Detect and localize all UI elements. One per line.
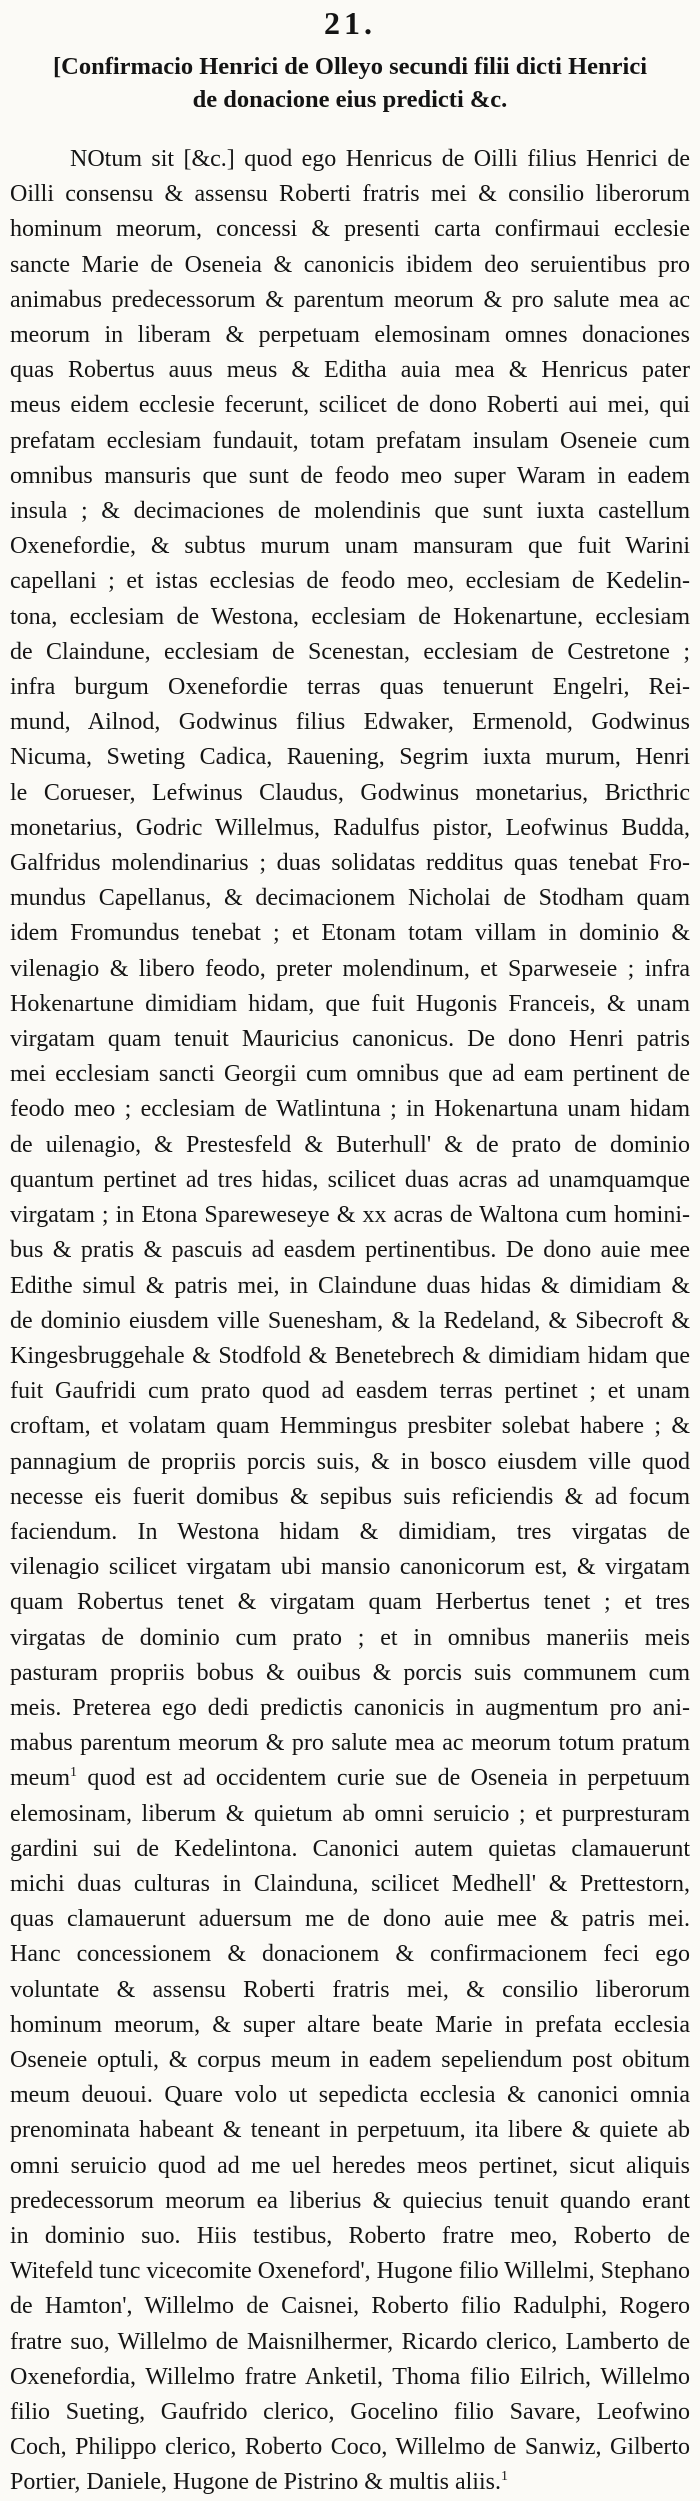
body-line: quas clamauerunt aduersum me de dono auie mee & patris mei. <box>10 1906 690 1933</box>
body-line: idem Fromundus tenebat ; et Etonam totam villam in dominio & <box>10 920 690 947</box>
body-line: Hokenartune dimidiam hidam, que fuit Hugonis Franceis, & unam <box>10 990 690 1017</box>
body-line: voluntate & assensu Roberti fratris mei, & consilio liberorum <box>10 1976 690 2003</box>
body-line: fuit Gaufridi cum prato quod ad easdem terras pertinet ; et unam <box>10 1378 690 1405</box>
body-line: Witefeld tunc vicecomite Oxeneford', Hugone filio Willelmi, Stephano <box>10 2258 690 2285</box>
body-line: feodo meo ; ecclesiam de Watlintuna ; in Hokenartuna unam hidam <box>10 1096 690 1123</box>
body-line: virgatam ; in Etona Spareweseye & xx acras de Waltona cum homini- <box>10 1202 690 1229</box>
body-line: mundus Capellanus, & decimacionem Nicholai de Stodham quam <box>10 885 690 912</box>
body-line: Edithe simul & patris mei, in Claindune duas hidas & dimidiam & <box>10 1272 690 1299</box>
body-line: Nicuma, Sweting Cadica, Rauening, Segrim iuxta murum, Henri <box>10 744 690 771</box>
body-line: animabus predecessorum & parentum meorum & pro salute mea ac <box>10 286 690 313</box>
body-line: vilenagio scilicet virgatam ubi mansio canonicorum est, & virgatam <box>10 1554 690 1581</box>
body-line: meum deuoui. Quare volo ut sepedicta ecclesia & canonici omnia <box>10 2082 690 2109</box>
page-number: 21. <box>324 5 376 41</box>
body-line: meus eidem ecclesie fecerunt, scilicet de dono Roberti aui mei, qui <box>10 392 690 419</box>
body-line: prefatam ecclesiam fundauit, totam prefatam insulam Oseneie cum <box>10 427 690 454</box>
body-line: Coch, Philippo clerico, Roberto Coco, Willelmo de Sanwiz, Gilberto <box>10 2434 690 2461</box>
body-line: vilenagio & libero feodo, preter molendinum, et Sparweseie ; infra <box>10 955 690 982</box>
body-line: mei ecclesiam sancti Georgii cum omnibus que ad eam pertinent de <box>10 1061 690 1088</box>
body-line <box>10 1761 690 1796</box>
body-line: Oilli consensu & assensu Roberti fratris mei & consilio liberorum <box>10 181 690 208</box>
body-line: Hanc concessionem & donacionem & confirmacionem feci ego <box>10 1941 690 1968</box>
body-line: pasturam propriis bobus & ouibus & porcis suis communem cum <box>10 1659 690 1686</box>
body-line: mund, Ailnod, Godwinus filius Edwaker, Ermenold, Godwinus <box>10 709 690 736</box>
body-line: elemosinam, liberum & quietum ab omni seruicio ; et purpresturam <box>10 1800 690 1827</box>
heading-line: de donacione eius predicti &c. <box>192 86 508 113</box>
body-line: virgatas de dominio cum prato ; et in omnibus maneriis meis <box>10 1624 690 1651</box>
body-text-segment: quod est ad occidentem curie sue de Oseneia in perpetuum <box>77 1765 690 1792</box>
body-line: omni seruicio quod ad me uel heredes meos pertinet, sicut aliquis <box>10 2152 690 2179</box>
body-line: insula ; & decimaciones de molendinis que sunt iuxta castellum <box>10 498 690 525</box>
body-line: quas Robertus auus meus & Editha auia mea & Henricus pater <box>10 357 690 384</box>
body-line: de uilenagio, & Prestesfeld & Buterhull' & de prato de dominio <box>10 1131 690 1158</box>
body-line: bus & pratis & pascuis ad easdem pertinentibus. De dono auie mee <box>10 1237 690 1264</box>
body-line: michi duas culturas in Clainduna, scilicet Medhell' & Prettestorn, <box>10 1870 690 1897</box>
body-line: quantum pertinet ad tres hidas, scilicet duas acras ad unamquamque <box>10 1166 690 1193</box>
body-line: monetarius, Godric Willelmus, Radulfus pistor, Leofwinus Budda, <box>10 814 690 841</box>
body-line: meis. Preterea ego dedi predictis canonicis in augmentum pro ani- <box>10 1694 690 1721</box>
body-line: omnibus mansuris que sunt de feodo meo super Waram in eadem <box>10 462 690 489</box>
body-line: necesse eis fuerit domibus & sepibus suis reficiendis & ad focum <box>10 1483 690 1510</box>
body-line: filio Sueting, Gaufrido clerico, Gocelino filio Savare, Leofwino <box>10 2399 690 2425</box>
body-line: predecessorum meorum ea liberius & quiecius tenuit quando erant <box>10 2187 690 2214</box>
body-line: de Hamton', Willelmo de Caisnei, Roberto filio Radulphi, Rogero <box>10 2293 690 2320</box>
body-line: in dominio suo. Hiis testibus, Roberto fratre meo, Roberto de <box>10 2222 690 2249</box>
body-line: Galfridus molendinarius ; duas solidatas redditus quas tenebat Fro- <box>10 850 690 877</box>
body-line: sancte Marie de Oseneia & canonicis ibidem deo seruientibus pro <box>10 251 690 278</box>
body-line: de Claindune, ecclesiam de Scenestan, ecclesiam de Cestretone ; <box>10 638 690 665</box>
body-line: le Corueser, Lefwinus Claudus, Godwinus monetarius, Bricthric <box>10 779 690 806</box>
body-line: hominum meorum, concessi & presenti carta confirmaui ecclesie <box>10 216 690 243</box>
body-line: hominum meorum, & super altare beate Marie in prefata ecclesia <box>10 2011 690 2038</box>
charter-heading <box>10 50 690 116</box>
body-line: NOtum sit [&c.] quod ego Henricus de Oilli filius Henrici de <box>70 146 690 172</box>
body-line: gardini sui de Kedelintona. Canonici autem quietas clamauerunt <box>10 1835 690 1862</box>
body-line: Oxenefordie, & subtus murum unam mansuram que fuit Warini <box>10 533 690 560</box>
body-line: Kingesbruggehale & Stodfold & Benetebrech & dimidiam hidam que <box>10 1342 690 1369</box>
body-line: infra burgum Oxenefordie terras quas tenuerunt Engelri, Rei- <box>10 674 690 701</box>
body-line: meorum in liberam & perpetuam elemosinam omnes donaciones <box>10 322 690 349</box>
body-line: croftam, et volatam quam Hemmingus presbiter solebat habere ; & <box>10 1413 690 1440</box>
body-line: fratre suo, Willelmo de Maisnilhermer, Ricardo clerico, Lamberto de <box>10 2328 690 2355</box>
body-line: prenominata habeant & teneant in perpetuum, ita libere & quiete ab <box>10 2117 690 2144</box>
body-text-segment: Portier, Daniele, Hugone de Pistrino & multis aliis. <box>10 2469 501 2496</box>
body-line: pannagium de propriis porcis suis, & in bosco eiusdem ville quod <box>10 1448 690 1475</box>
body-line: capellani ; et istas ecclesias de feodo meo, ecclesiam de Kedelin- <box>10 568 690 595</box>
body-line: mabus parentum meorum & pro salute mea ac meorum totum pratum <box>10 1730 690 1757</box>
body-line: faciendum. In Westona hidam & dimidiam, tres virgatas de <box>10 1518 690 1545</box>
body-line: de dominio eiusdem ville Suenesham, & la Redeland, & Sibecroft & <box>10 1307 690 1334</box>
body-line: virgatam quam tenuit Mauricius canonicus. De dono Henri patris <box>10 1026 690 1053</box>
body-line: tona, ecclesiam de Westona, ecclesiam de Hokenartune, ecclesiam <box>10 603 690 630</box>
charter-body <box>10 142 690 2501</box>
body-line <box>10 2465 690 2500</box>
heading-line: [Confirmacio Henrici de Olleyo secundi filii dicti Henrici <box>52 53 648 80</box>
body-line: Oseneie optuli, & corpus meum in eadem sepeliendum post obitum <box>10 2046 690 2073</box>
body-line: quam Robertus tenet & virgatam quam Herbertus tenet ; et tres <box>10 1589 690 1616</box>
body-text-segment: meum <box>10 1765 70 1792</box>
footnote-mark: 1 <box>70 1765 77 1781</box>
body-line: Oxenefordia, Willelmo fratre Anketil, Thoma filio Eilrich, Willelmo <box>10 2363 690 2390</box>
footnote-mark: 1 <box>500 2469 508 2485</box>
